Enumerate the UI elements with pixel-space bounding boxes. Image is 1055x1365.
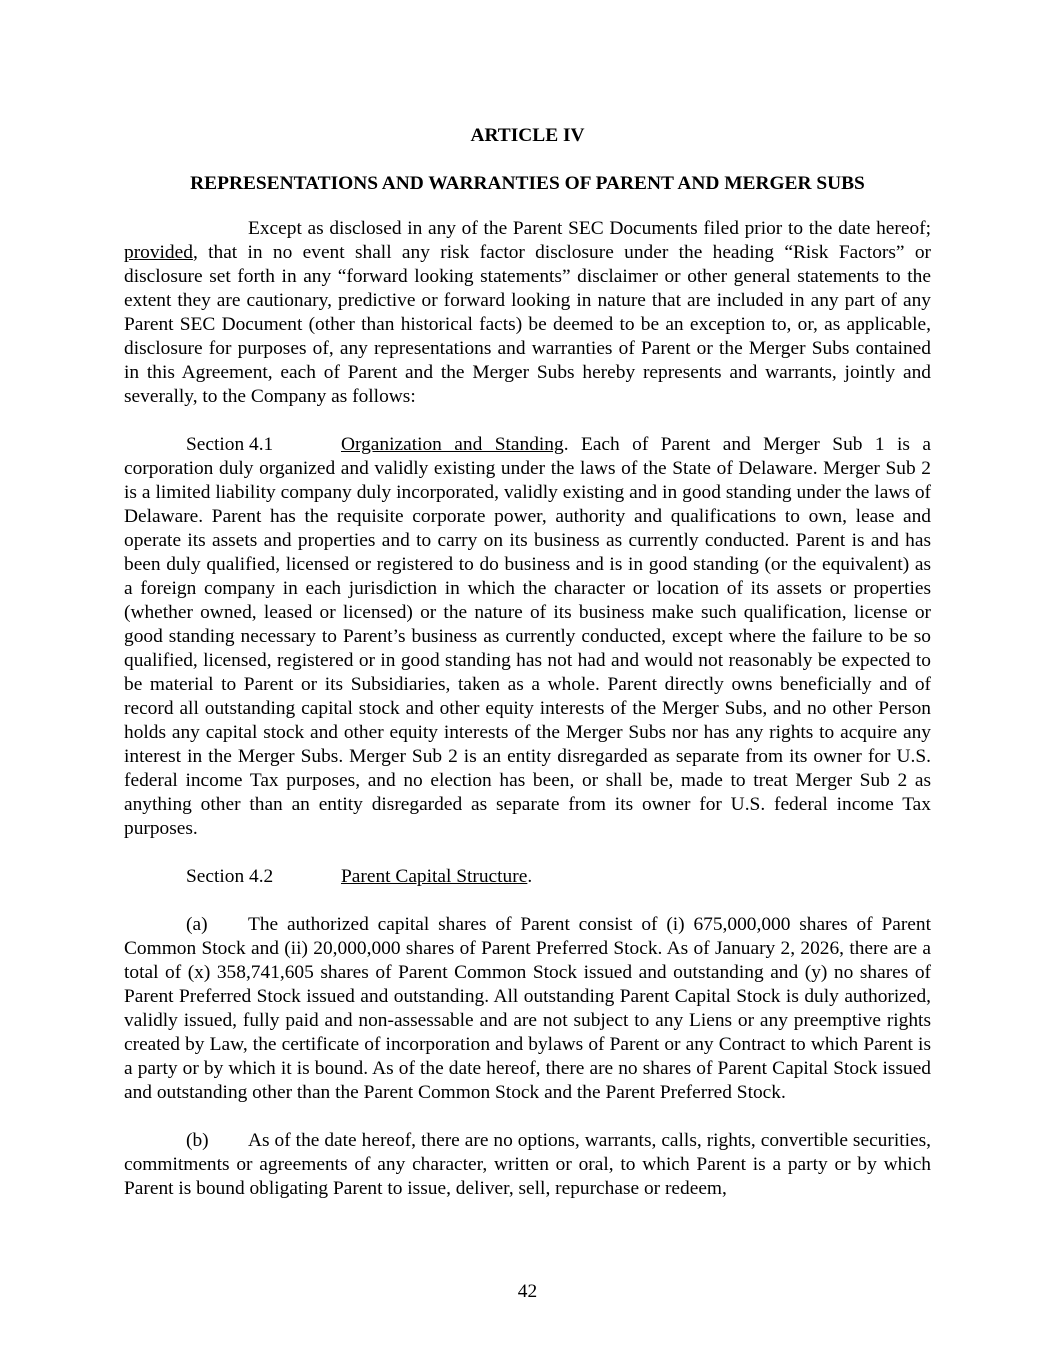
subsection-b-text: As of the date hereof, there are no options, warrants, calls, rights, convertible securities, commitments or agreements of any character, written or oral, to which Parent is a party or by which Parent is bound obligating Parent to issue, deliver, sell, repurchase or redeem, [124,1130,931,1199]
section-4-2-number: Section 4.2 [186,866,274,887]
provided-term: provided [124,242,193,263]
section-4-2-heading [124,865,931,889]
page-number: 42 [517,1281,538,1302]
section-4-1-paragraph [124,433,931,841]
section-4-2-title: Parent Capital Structure [341,866,528,887]
intro-text-part2: , that in no event shall any risk factor disclosure under the heading “Risk Factors” or disclosure set forth in any “forward looking statements” disclaimer or other general statements to the extent they are cautionary, predictive or forward looking in nature that are included in any part of any Parent SEC Document (other than historical facts) be deemed to be an exception to, or, as applicable, disclosure for purposes of, any representations and warranties of Parent or the Merger Subs contained in this Agreement, each of Parent and the Merger Subs hereby represents and warrants, jointly and severally, to the Company as follows: [124,242,931,407]
subsection-a-paragraph [124,913,931,1105]
intro-text-part1: Except as disclosed in any of the Parent SEC Documents filed prior to the date hereof; [248,218,931,239]
article-heading: REPRESENTATIONS AND WARRANTIES OF PARENT AND MERGER SUBS [190,173,865,194]
section-4-2-period: . [527,866,533,887]
intro-paragraph [124,217,931,409]
section-4-1-number: Section 4.1 [186,434,274,455]
subsection-a-text: The authorized capital shares of Parent consist of (i) 675,000,000 shares of Parent Common Stock and (ii) 20,000,000 shares of Parent Preferred Stock. As of January 2, 2026, there are a total of (x) 358,741,605 shares of Parent Common Stock issued and outstanding and (y) no shares of Parent Preferred Stock issued and outstanding. All outstanding Parent Capital Stock is duly authorized, validly issued, fully paid and non-assessable and are not subject to any Liens or any preemptive rights created by Law, the certificate of incorporation and bylaws of Parent or any Contract to which Parent is a party or by which it is bound. As of the date hereof, there are no shares of Parent Capital Stock issued and outstanding other than the Parent Common Stock and the Parent Preferred Stock. [124,914,931,1103]
article-title: ARTICLE IV [470,125,585,146]
subsection-a-label: (a) [186,914,208,935]
subsection-b-label: (b) [186,1130,209,1151]
section-4-1-title: Organization and Standing [341,434,564,455]
document-page [124,124,931,1225]
subsection-b-paragraph [124,1129,931,1201]
section-4-1-body: . Each of Parent and Merger Sub 1 is a corporation duly organized and validly existing under the laws of the State of Delaware. Merger Sub 2 is a limited liability company duly incorporated, validly existing and in good standing under the laws of Delaware. Parent has the requisite corporate power, authority and qualifications to own, lease and operate its assets and properties and to carry on its business as currently conducted. Parent is and has been duly qualified, licensed or registered to do business and is in good standing (or the equivalent) as a foreign company in each jurisdiction in which the character or location of its assets or properties (whether owned, leased or licensed) or the nature of its business make such qualification, license or good standing necessary to Parent’s business as currently conducted, except where the failure to be so qualified, licensed, registered or in good standing has not had and would not reasonably be expected to be material to Parent or its Subsidiaries, taken as a whole. Parent directly owns beneficially and of record all outstanding capital stock and other equity interests of the Merger Subs, and no other Person holds any capital stock and other equity interests of the Merger Subs nor has any rights to acquire any interest in the Merger Subs. Merger Sub 2 is an entity disregarded as separate from its owner for U.S. federal income Tax purposes, and no election has been, or shall be, made to treat Merger Sub 2 as anything other than an entity disregarded as separate from its owner for U.S. federal income Tax purposes. [124,434,931,839]
